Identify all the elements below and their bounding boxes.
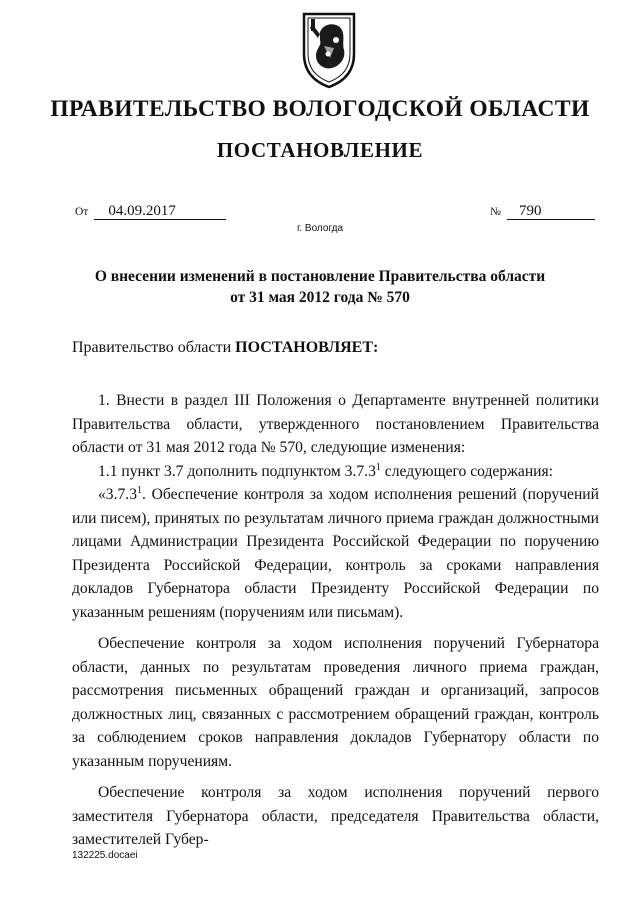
paragraph-3-7-3-tail: . Обеспечение контроля за ходом исполнения решений (поручений или писем), принятых по результатам личного приема граждан должностными лицами Администрации Президента Российской Федерации по поручению Президента Российской Федерации, контроль за сроками направления докладов Губернатора области Президенту Российской Федерации по указанным решениям (поручениям или письмам).: [72, 486, 599, 621]
preamble-decree: ПОСТАНОВЛЯЕТ:: [235, 339, 379, 356]
document-date: [75, 203, 226, 220]
document-type: ПОСТАНОВЛЕНИЕ: [216, 138, 424, 162]
government-title: ПРАВИТЕЛЬСТВО ВОЛОГОДСКОЙ ОБЛАСТИ: [50, 96, 590, 122]
paragraph-1-1-superscript: 1: [375, 461, 381, 473]
heading-line-2: от 31 мая 2012 года № 570: [230, 289, 410, 306]
heading-line-1: О внесении изменений в постановление Правительства области: [94, 268, 546, 285]
date-value: 04.09.2017: [94, 203, 226, 220]
paragraph-1-1: [72, 460, 599, 484]
date-prefix: От: [75, 206, 89, 218]
preamble-text: Правительство области: [72, 339, 232, 356]
paragraph-1: 1. Внести в раздел III Положения о Департаменте внутренней политики Правительства области, утвержденного постановлением Правительства области от 31 мая 2012 года № 570, следующие изменения:: [72, 392, 599, 456]
city: г. Вологда: [296, 223, 344, 234]
paragraph-3-7-3: [72, 483, 599, 624]
document-body: [72, 389, 599, 852]
paragraph-1-1-main: 1.1 пункт 3.7 дополнить подпунктом 3.7.3: [98, 462, 376, 480]
document-heading: [0, 266, 640, 308]
vologda-coat-of-arms-icon: [298, 10, 360, 90]
paragraph-1-1-tail: следующего содержания:: [380, 462, 554, 480]
paragraph-governor-control: Обеспечение контроля за ходом исполнения поручений Губернатора области, данных по результатам проведения личного приема граждан, рассмотрения письменных обращений граждан и организаций, запросов должностных лиц, связанных с рассмотрением обращений граждан, контроль за соблюдением сроков направления докладов Губернатору области по указанным поручениям.: [72, 635, 599, 770]
paragraph-deputy-control: Обеспечение контроля за ходом исполнения поручений первого заместителя Губернатора области, председателя Правительства области, заместителей Губер-: [72, 784, 599, 848]
document-number: [490, 203, 595, 220]
paragraph-3-7-3-superscript: 1: [136, 484, 142, 496]
paragraph-3-7-3-main: «3.7.3: [98, 486, 137, 503]
number-prefix: №: [490, 206, 501, 218]
footer-file-code: 132225.docaei: [72, 850, 138, 861]
preamble: [72, 339, 378, 357]
number-value: 790: [507, 203, 595, 220]
